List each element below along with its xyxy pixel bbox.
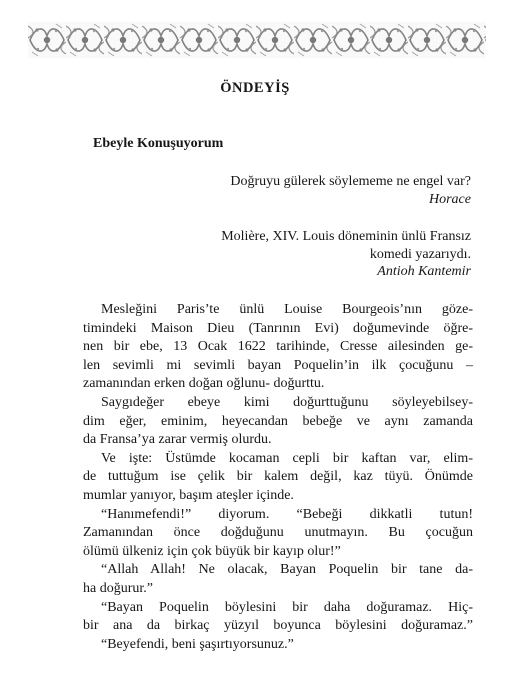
- decorative-border-ornament: [28, 22, 486, 58]
- body-line: “Allah Allah! Ne olacak, Bayan Poquelin bir tane da-: [101, 562, 473, 578]
- body-line: mumlar yanıyor, başım ateşler içinde.: [83, 487, 294, 503]
- body-line: “Beyefendi, beni şaşırtıyorsunuz.”: [101, 636, 294, 652]
- chapter-title: ÖNDEYİŞ: [220, 80, 290, 96]
- body-line: da Fransa’ya zarar vermiş olurdu.: [83, 432, 272, 448]
- epigraph-author: Antioh Kantemir: [377, 264, 471, 279]
- epigraph-line: Doğruyu gülerek söylememe ne engel var?: [230, 174, 471, 189]
- body-line: timindeki Maison Dieu (Tanrının Evi) doğumevinde öğre-: [83, 320, 473, 336]
- epigraph-kantemir: [131, 228, 471, 281]
- body-line: ha doğurur.”: [83, 580, 153, 596]
- section-heading: Ebeyle Konuşuyorum: [93, 136, 224, 151]
- body-line: Mesleğini Paris’te ünlü Louise Bourgeois’nın göze-: [101, 302, 473, 317]
- epigraph-horace: [131, 173, 471, 208]
- body-line: Ve işte: Üstümde kocaman cepli bir kaftan var, elim-: [101, 450, 473, 466]
- epigraph-author: Horace: [429, 191, 471, 207]
- body-line: nen bir ebe, 13 Ocak 1622 tarihinde, Cresse ailesinden ge-: [83, 339, 473, 355]
- body-line: de tuttuğum ise çelik bir kalem değil, kaz tüyü. Önümde: [83, 469, 473, 485]
- body-line: zamanından erken doğan oğlunu- doğurttu.: [83, 376, 325, 392]
- body-text: [83, 301, 473, 654]
- body-line: len sevimli mi sevimli bayan Poquelin’in ilk çocuğunu –: [83, 357, 473, 373]
- body-line: bir ana da birkaç yüzyıl boyunca böylesini doğuramaz.”: [83, 618, 473, 634]
- epigraph-line: Molière, XIV. Louis döneminin ünlü Fransız: [221, 229, 471, 244]
- body-line: Zamanından önce doğduğunu unutmayın. Bu çocuğun: [83, 525, 473, 541]
- body-line: ölümü ülkeniz için çok büyük bir kayıp olur!”: [83, 543, 341, 559]
- body-line: Saygıdeğer ebeye kimi doğurttuğunu söyleyebilsey-: [101, 394, 473, 410]
- body-line: “Bayan Poquelin böylesini bir daha doğuramaz. Hiç-: [101, 599, 473, 615]
- epigraph-line: komedi yazarıydı.: [369, 246, 471, 262]
- body-line: “Hanımefendi!” diyorum. “Bebeği dikkatli tutun!: [101, 506, 473, 522]
- body-line: dim eğer, eminim, heyecandan bebeğe ve aynı zamanda: [83, 413, 473, 429]
